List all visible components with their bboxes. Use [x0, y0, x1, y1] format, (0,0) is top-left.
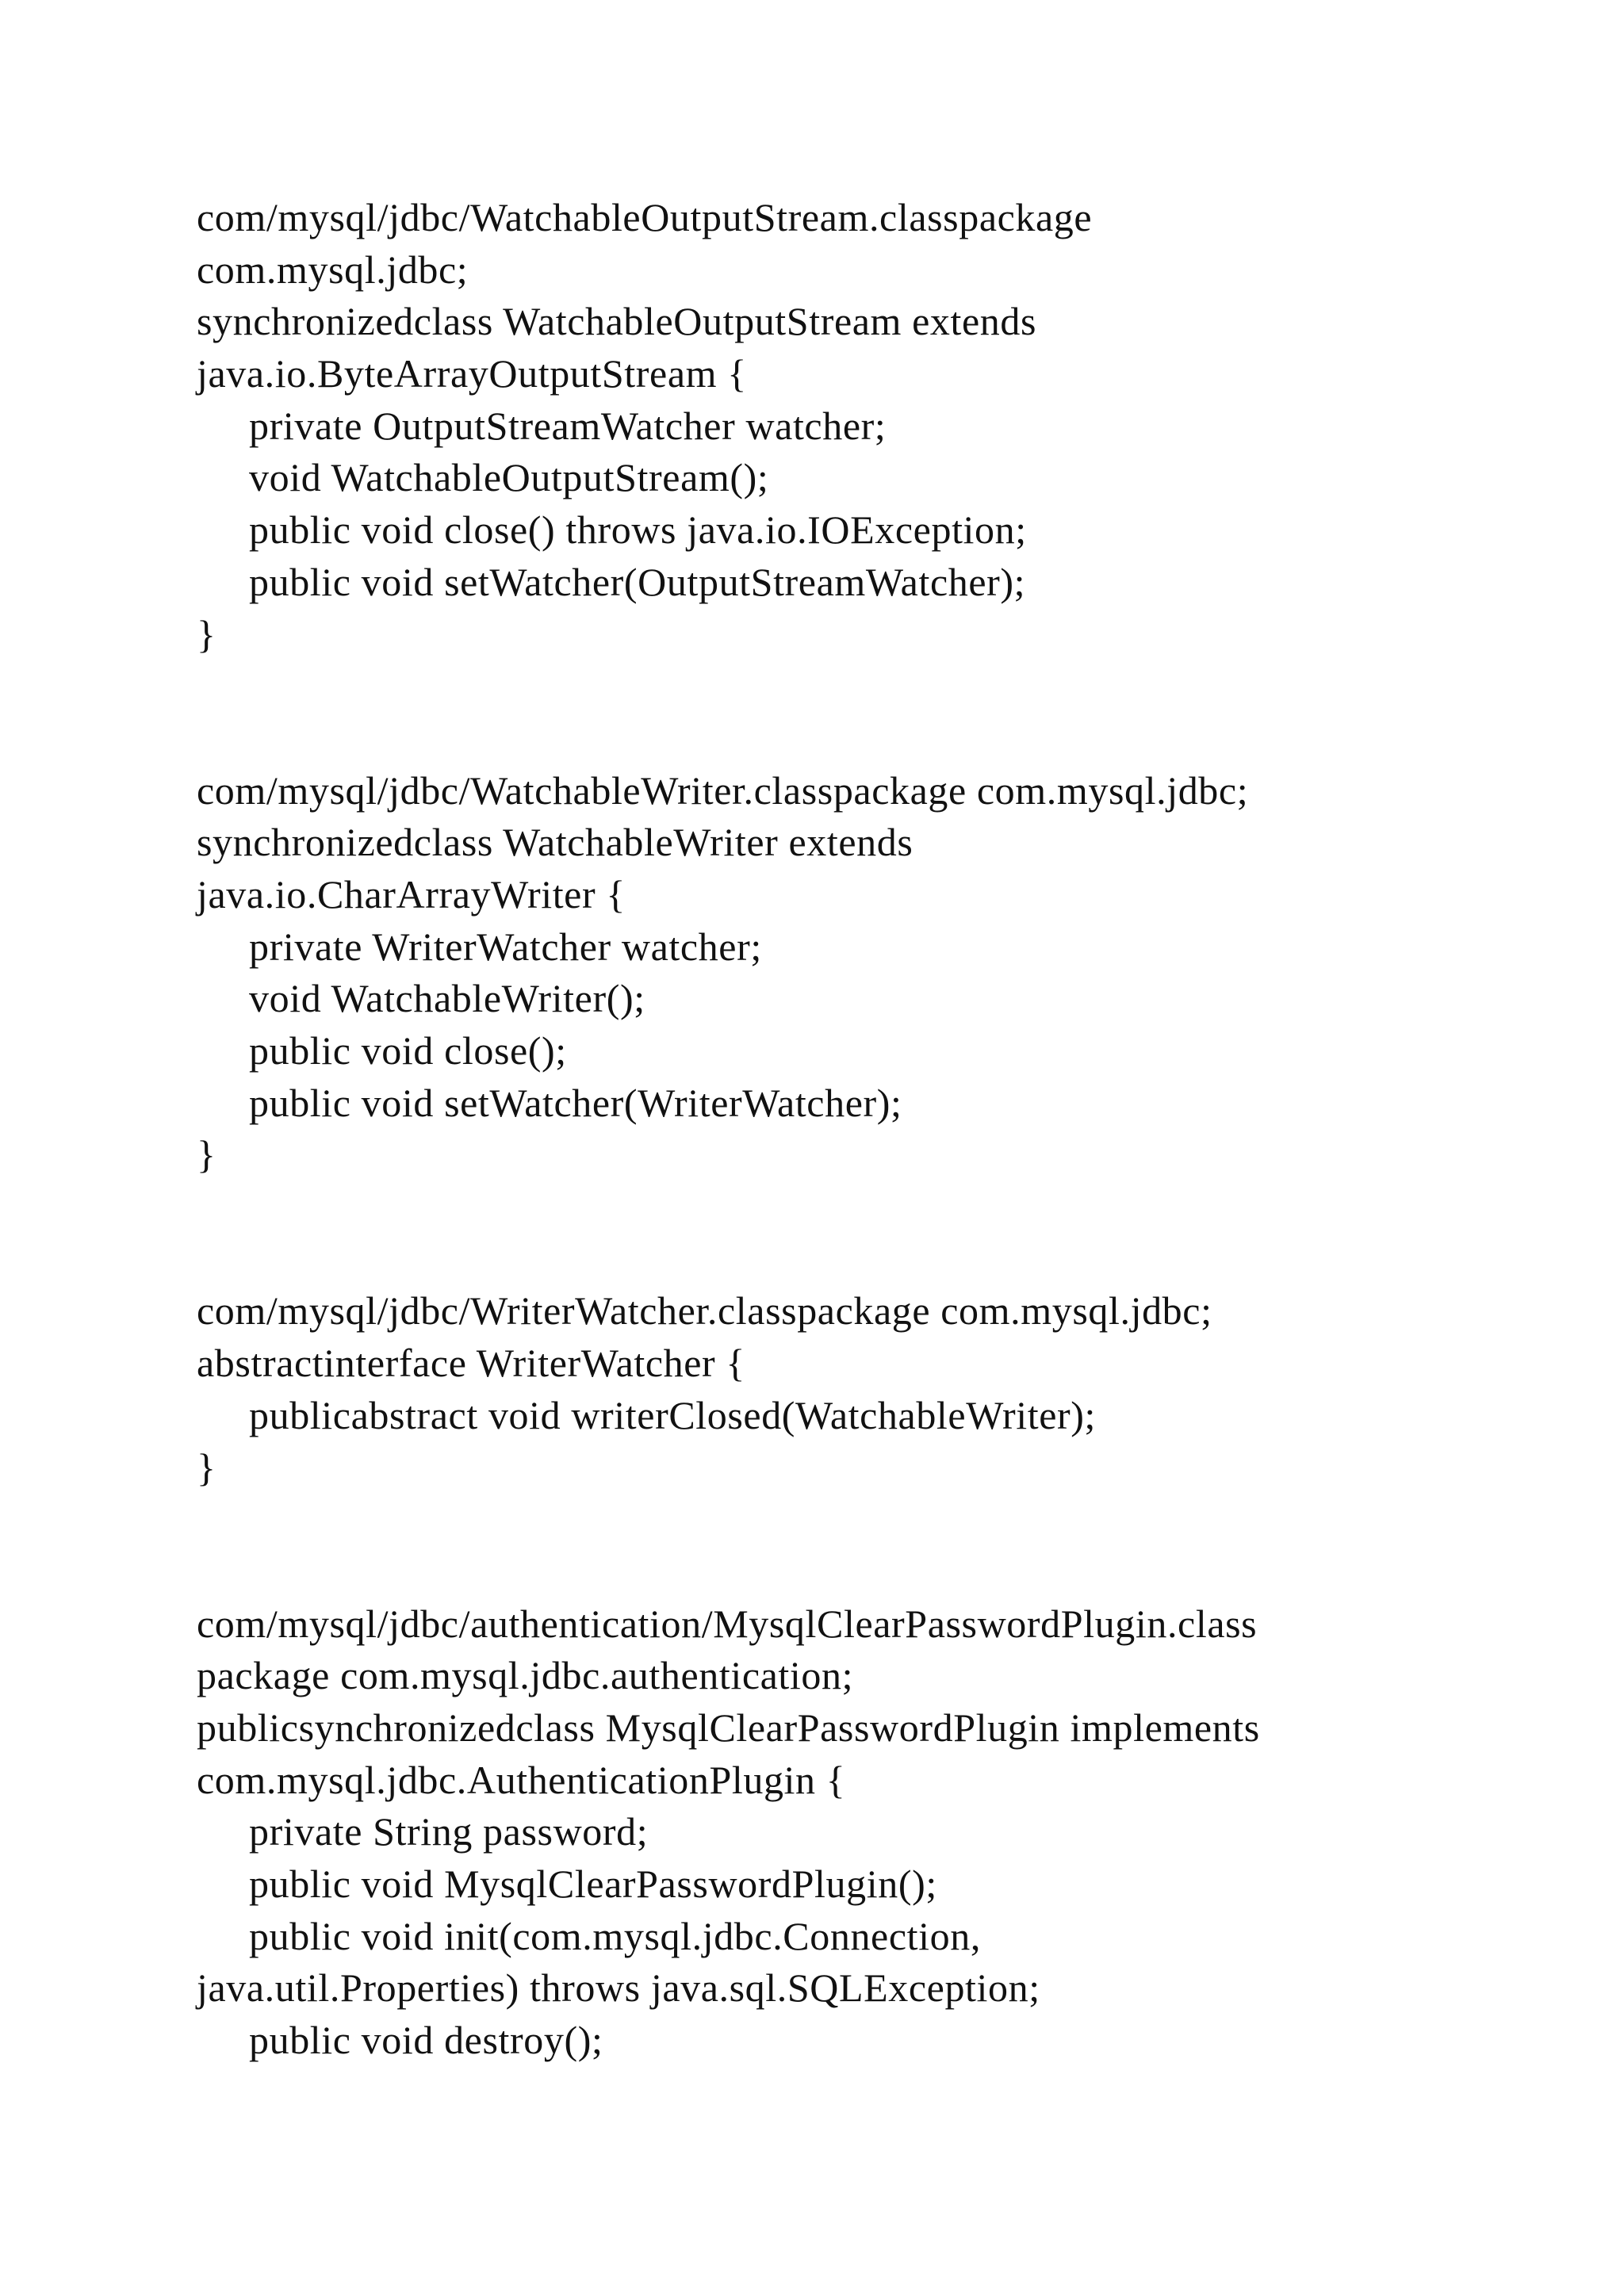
code-line: synchronizedclass WatchableOutputStream extends — [197, 299, 1037, 344]
code-line: public void init(com.mysql.jdbc.Connection, — [249, 1913, 981, 1958]
code-line: } — [197, 611, 216, 656]
code-line: private String password; — [249, 1809, 649, 1854]
code-block — [197, 1598, 1465, 2067]
code-block — [197, 1285, 1465, 1494]
code-line: package com.mysql.jdbc.authentication; — [197, 1653, 854, 1698]
code-line: private WriterWatcher watcher; — [249, 924, 762, 969]
code-line: void WatchableWriter(); — [249, 976, 645, 1021]
code-line: java.io.ByteArrayOutputStream { — [197, 351, 747, 396]
code-line: synchronizedclass WatchableWriter extends — [197, 820, 914, 865]
code-line: private OutputStreamWatcher watcher; — [249, 403, 887, 448]
code-line: com/mysql/jdbc/authentication/MysqlClearPasswordPlugin.class — [197, 1601, 1258, 1646]
code-line: } — [197, 1445, 216, 1490]
code-line: public void close() throws java.io.IOException; — [249, 507, 1027, 553]
code-line: public void MysqlClearPasswordPlugin(); — [249, 1862, 937, 1907]
code-line: public void setWatcher(OutputStreamWatcher); — [249, 559, 1026, 604]
code-line: java.io.CharArrayWriter { — [197, 871, 626, 916]
code-line: publicabstract void writerClosed(WatchableWriter); — [249, 1392, 1097, 1437]
code-line: abstractinterface WriterWatcher { — [197, 1341, 745, 1386]
code-line: public void destroy(); — [249, 2018, 603, 2063]
code-line: } — [197, 1132, 216, 1177]
code-block — [197, 765, 1465, 1182]
document-body — [197, 192, 1465, 2067]
code-line: com/mysql/jdbc/WatchableWriter.classpackage com.mysql.jdbc; — [197, 767, 1249, 813]
code-block — [197, 192, 1465, 660]
code-line: public void setWatcher(WriterWatcher); — [249, 1080, 902, 1125]
code-line: public void close(); — [249, 1028, 567, 1073]
code-line: com.mysql.jdbc; — [197, 247, 469, 292]
code-line: java.util.Properties) throws java.sql.SQLException; — [197, 1965, 1040, 2011]
code-line: publicsynchronizedclass MysqlClearPasswordPlugin implements — [197, 1705, 1260, 1750]
code-line: com/mysql/jdbc/WatchableOutputStream.classpackage — [197, 195, 1093, 239]
code-line: com.mysql.jdbc.AuthenticationPlugin { — [197, 1757, 846, 1802]
code-line: void WatchableOutputStream(); — [249, 455, 769, 500]
code-line: com/mysql/jdbc/WriterWatcher.classpackage com.mysql.jdbc; — [197, 1288, 1212, 1334]
